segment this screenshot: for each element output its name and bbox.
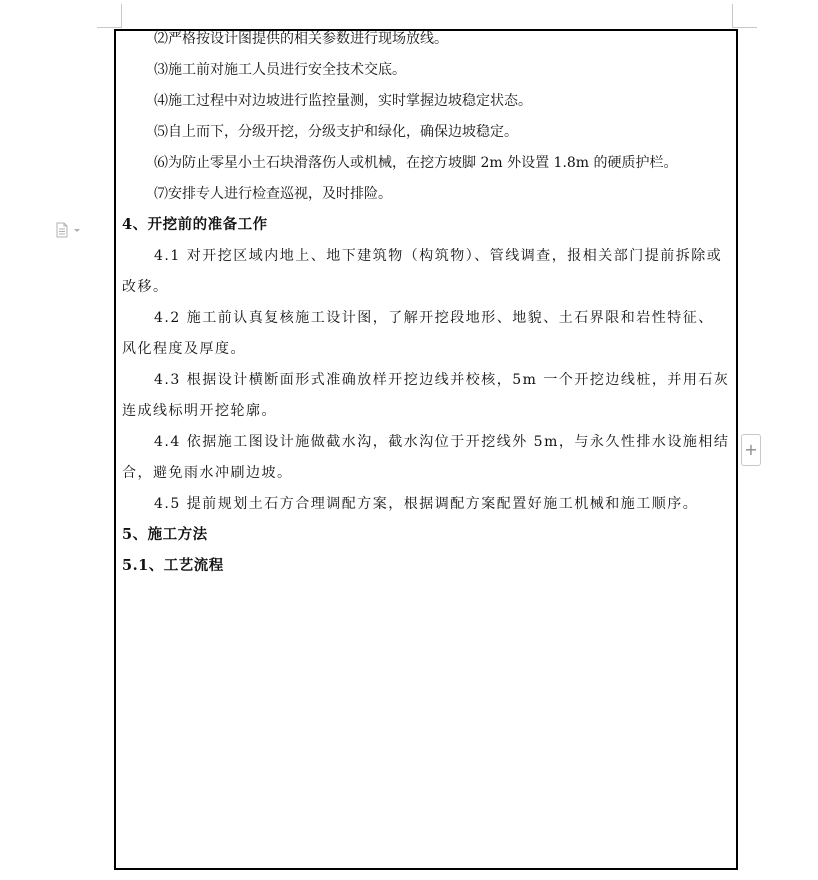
paragraph-line: 风化程度及厚度。: [122, 341, 246, 357]
paragraph-line: 4.1 对开挖区域内地上、地下建筑物（构筑物）、管线调查，报相关部门提前拆除或: [154, 248, 723, 264]
list-item: ⑵严格按设计图提供的相关参数进行现场放线。: [154, 31, 448, 47]
list-item: ⑺安排专人进行检查巡视，及时排险。: [154, 186, 392, 202]
paragraph-line: 4.5 提前规划土石方合理调配方案，根据调配方案配置好施工机械和施工顺序。: [154, 496, 699, 512]
list-item: ⑹为防止零星小土石块滑落伤人或机械，在挖方坡脚 2m 外设置 1.8m 的硬质护栏。: [154, 155, 678, 171]
list-item: ⑷施工过程中对边坡进行监控量测，实时掌握边坡稳定状态。: [154, 93, 532, 109]
paragraph-line: 合，避免雨水冲刷边坡。: [122, 465, 293, 481]
paragraph-line: 4.3 根据设计横断面形式准确放样开挖边线并校核，5m 一个开挖边线桩，并用石灰: [154, 372, 730, 388]
document-icon[interactable]: [55, 222, 83, 238]
margin-mark-top-right: [733, 27, 757, 28]
list-item: ⑶施工前对施工人员进行安全技术交底。: [154, 62, 406, 78]
margin-mark-right: [732, 4, 733, 28]
paragraph-line: 连成线标明开挖轮廓。: [122, 403, 277, 419]
section-heading: 5、施工方法: [122, 526, 208, 543]
margin-mark-left: [121, 4, 122, 28]
add-block-button[interactable]: +: [741, 434, 761, 466]
paragraph-line: 4.4 依据施工图设计施做截水沟，截水沟位于开挖线外 5m，与永久性排水设施相结: [154, 434, 730, 450]
subsection-heading: 5.1、工艺流程: [122, 557, 224, 574]
paragraph-line: 4.2 施工前认真复核施工设计图，了解开挖段地形、地貌、土石界限和岩性特征、: [154, 310, 714, 326]
margin-mark-top-left: [97, 27, 121, 28]
list-item: ⑸自上而下，分级开挖，分级支护和绿化，确保边坡稳定。: [154, 124, 518, 140]
paragraph-line: 改移。: [122, 279, 169, 295]
section-heading: 4、开挖前的准备工作: [122, 216, 268, 233]
